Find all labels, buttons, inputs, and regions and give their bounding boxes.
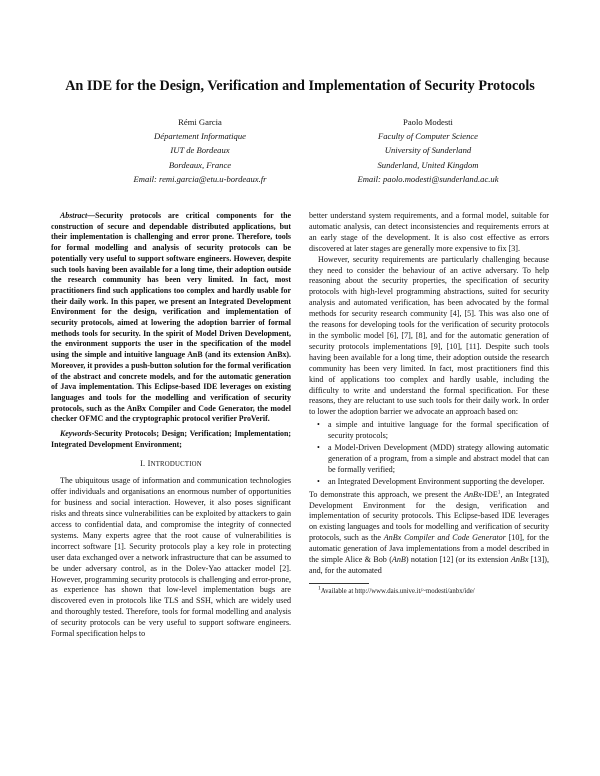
list-item-text: a Model-Driven Development (MDD) strategy allowing automatic generation of a program, from a simple and abstract model that can be formally verified; xyxy=(328,443,549,474)
text-run-italic: AnB xyxy=(391,555,406,565)
text-run-italic: AnBx Compiler and Code Generator xyxy=(383,533,506,543)
author-organization: University of Sunderland xyxy=(384,145,472,156)
author-name: Paolo Modesti xyxy=(403,117,453,127)
right-column xyxy=(309,211,549,596)
text-run: , an Integrated Development Environment for the design, verification and implementation of security protocols. This Eclipse-based IDE leverages on existing languages and tools for modelling and verification of security protocols, such as the xyxy=(309,489,549,543)
bullet-glyph: • xyxy=(317,476,320,486)
abstract-label: Abstract xyxy=(60,211,88,220)
bullet-glyph: • xyxy=(317,420,320,430)
text-run: To demonstrate this approach, we present the xyxy=(309,489,465,499)
list-item-text: a simple and intuitive language for the formal specification of security protocols; xyxy=(328,420,549,441)
abstract-text: Security protocols are critical components for the construction of secure and dependable distributed applications, but their implementation is challenging and error prone. Therefore, tools for formal modelling and analysis of security protocols can be potentially very useful to support software engineers. However, despite such tools having been available for a long time, their adoption outside the research community has been very limited. In fact, most practitioners find such applications too complex and hardly usable for their daily work. In this paper, we present an Integrated Development Environment for the design, verification and implementation of security protocols, aimed at lowering the adoption barrier of formal methods tools for security. In the spirit of Model Driven Development, the environment supports the user in the specification of the model using the simple and intuitive language AnB (and its extension AnBx). Moreover, it provides a push-button solution for the formal verification of the abstract and concrete models, and for the automatic generation of Java implementation. This Eclipse-based IDE leverages on existing languages and tools for the modelling and verification of security protocols, such as the AnBx Compiler and Code Generator, the model checker OFMC and the cryptographic protocol verifier ProVerif. xyxy=(51,211,291,424)
author-name: Rémi Garcia xyxy=(178,117,222,127)
keywords-text: -Security Protocols; Design; Verification; Implementation; Integrated Development Environment; xyxy=(51,429,291,449)
author-email: Email: remi.garcia@etu.u-bordeaux.fr xyxy=(133,173,267,184)
section-number: I. xyxy=(140,459,146,469)
keywords-label: Keywords xyxy=(60,429,92,439)
list-item xyxy=(317,443,549,476)
author-location: Sunderland, United Kingdom xyxy=(377,159,479,170)
author-department: Faculty of Computer Science xyxy=(378,131,478,142)
author-block-1 xyxy=(80,115,320,186)
text-run-italic: AnBx xyxy=(510,555,529,565)
text-run: [10], for the automatic generation of Java implementations from a model described in the simple Alice & Bob ( xyxy=(309,533,549,565)
section-title-rest: NTRODUCTION xyxy=(150,461,202,469)
right-paragraph-3 xyxy=(309,490,549,577)
bullet-glyph: • xyxy=(317,443,320,453)
footnote-divider xyxy=(309,583,369,584)
abstract xyxy=(51,211,291,425)
text-run: ) notation [12] (or its extension xyxy=(405,555,511,565)
author-email: Email: paolo.modesti@sunderland.ac.uk xyxy=(357,173,499,184)
footnote-text: Available at http://www.dais.unive.it/~modesti/anbx/ide/ xyxy=(320,587,475,595)
approach-list xyxy=(309,420,549,487)
right-paragraph-2: However, security requirements are particularly challenging because they need to consider the behaviour of an active adversary. To help reasoning about the security properties, the specification of security protocols with high-level programming abstractions, suited for security analysis and automated verification, has been advocated by the formal methods for security research community [4], [5]. This was also one of the reasons for developing tools for the verification of security protocols in the symbolic model [6], [7], [8], and for the automatic generation of security protocols implementations [9], [10], [11]. Despite such tools having been available for a long time, their adoption outside the research community has been very limited. In fact, most practitioners find this kind of applications too complex and hardly usable, including the difficulty to write and understand the formal specification. For these reasons, they are reluctant to use such tools for their daily work. In order to lower the adoption barrier we advocate an approach based on: xyxy=(309,254,549,417)
footnote-mark: 1 xyxy=(318,585,321,592)
section-title-initial: I xyxy=(147,459,151,469)
left-column xyxy=(51,211,291,640)
author-block-2 xyxy=(308,115,548,186)
author-organization: IUT de Bordeaux xyxy=(170,145,230,156)
footnote xyxy=(309,587,549,596)
text-run: -IDE xyxy=(481,489,498,499)
intro-paragraph-1: The ubiquitous usage of information and communication technologies offer individuals and organisations an enormous number of opportunities for business and social interaction. However, it also poses significant risks and threats since vulnerabilities can be exploited by attackers to gain access to confidential data, and compromise the integrity of connected systems. Many experts agree that the root cause of vulnerabilities is incorrect software [1]. Security protocols play a key role in protecting user data exchanged over a network infrastructure that can be assumed to be under adversary control, as in the Dolev-Yao attacker model [2]. However, programming security protocols is challenging and error-prone, as experience has shown that low-level implementation bugs are discovered even in protocols like TLS and SSH, which are widely used and thoroughly tested. Therefore, tools for formal modelling and analysis of security protocols can be very useful to support software engineers. Formal specification helps to xyxy=(51,476,291,639)
list-item xyxy=(317,420,549,442)
section-heading-introduction xyxy=(51,459,291,471)
list-item-text: an Integrated Development Environment supporting the developer. xyxy=(328,476,545,486)
author-department: Département Informatique xyxy=(154,131,246,142)
text-run: [13]), and, for the automated xyxy=(309,555,549,575)
author-location: Bordeaux, France xyxy=(168,159,232,170)
text-run-italic: AnBx xyxy=(464,489,482,499)
paper-title: An IDE for the Design, Verification and Implementation of Security Protocols xyxy=(65,78,535,94)
right-paragraph-1: better understand system requirements, and a formal model, suitable for automatic analysis, can detect inconsistencies and requirements errors at an early stage of the development. It is also cost effective as errors discovered at later stages are generally more expensive to fix [3]. xyxy=(309,211,549,253)
abstract-dash: — xyxy=(87,211,96,220)
footnote-marker: 1 xyxy=(497,488,501,495)
keywords xyxy=(51,429,291,450)
list-item xyxy=(317,476,549,488)
